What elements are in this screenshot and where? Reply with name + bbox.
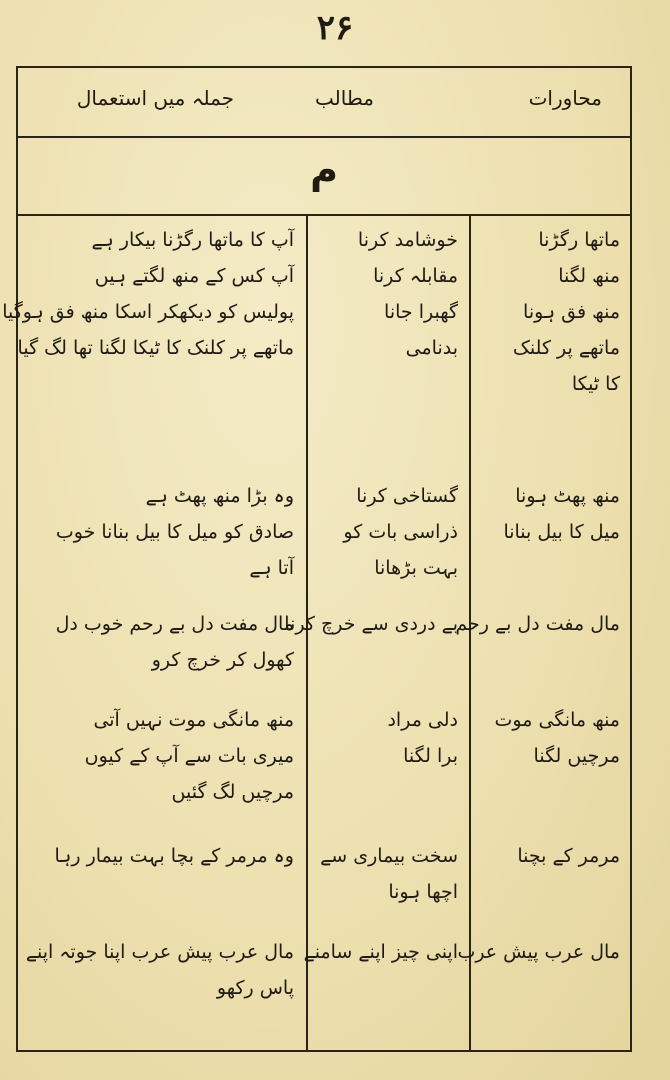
meaning-text: خوشامد کرنا <box>357 229 458 251</box>
idiom-text: میل کا بیل بنانا <box>503 521 620 543</box>
usage-text: کھول کر خرچ کرو <box>151 649 294 671</box>
table-frame <box>2 66 632 1052</box>
idiom-text: ماتھے پر کلنک <box>512 337 620 359</box>
meaning-text: دلی مراد <box>387 709 458 731</box>
idiom-text: منھ لگنا <box>558 265 620 287</box>
usage-text: پاس رکھو <box>216 977 294 999</box>
idiom-text: منھ مانگی موت <box>494 709 620 731</box>
usage-text: آپ کا ماتھا رگڑنا بیکار ہے <box>91 229 294 251</box>
idiom-text: مرچیں لگنا <box>533 745 620 767</box>
header-meanings: مطالب <box>315 86 374 110</box>
usage-text: آتا ہے <box>249 557 294 579</box>
idiom-text: ماتھا رگڑنا <box>538 229 620 251</box>
meaning-text: بہت بڑھانا <box>374 557 458 579</box>
usage-text: پولیس کو دیکھکر اسکا منھ فق ہوگیا <box>2 301 294 323</box>
usage-text: منھ مانگی موت نہیں آتی <box>93 709 294 731</box>
meaning-text: سخت بیماری سے <box>320 845 458 867</box>
section-row <box>18 136 630 216</box>
meaning-text: مقابلہ کرنا <box>373 265 458 287</box>
usage-text: وہ مرمر کے بچا بہت بیمار رہا <box>54 845 294 867</box>
idiom-text: مرمر کے بچنا <box>517 845 620 867</box>
usage-text: آپ کس کے منھ لگتے ہیں <box>94 265 294 287</box>
meaning-text: اپنی چیز اپنے سامنے <box>303 941 458 963</box>
section-letter: م <box>310 148 338 192</box>
table-header <box>18 68 630 138</box>
idiom-text: کا ٹیکا <box>571 373 620 395</box>
meaning-text: اچھا ہونا <box>388 881 458 903</box>
meaning-text: بے دردی سے خرچ کرنا <box>284 613 458 635</box>
usage-text: مال عرب پیش عرب اپنا جوتہ اپنے <box>25 941 294 963</box>
meaning-text: ذراسی بات کو <box>343 521 458 543</box>
meaning-text: بدنامی <box>405 337 458 359</box>
header-idioms: محاورات <box>528 86 602 110</box>
usage-text: مال مفت دل بے رحم خوب دل <box>55 613 294 635</box>
meaning-text: برا لگنا <box>403 745 458 767</box>
meaning-text: گھبرا جانا <box>384 301 458 323</box>
idiom-text: منھ پھٹ ہونا <box>515 485 620 507</box>
idiom-text: مال عرب پیش عرب <box>457 941 620 963</box>
usage-text: مرچیں لگ گئیں <box>171 781 294 803</box>
idiom-text: منھ فق ہونا <box>523 301 620 323</box>
usage-text: میری بات سے آپ کے کیوں <box>84 745 294 767</box>
usage-text: ماتھے پر کلنک کا ٹیکا لگنا تھا لگ گیا <box>17 337 294 359</box>
usage-text: صادق کو میل کا بیل بنانا خوب <box>55 521 294 543</box>
table-body <box>2 214 630 1050</box>
meaning-text: گستاخی کرنا <box>356 485 458 507</box>
usage-text: وہ بڑا منھ پھٹ ہے <box>145 485 294 507</box>
header-usage: جملہ میں استعمال <box>76 86 234 110</box>
page-number: ۲۶ <box>316 8 354 48</box>
idiom-text: مال مفت دل بے رحم <box>455 613 620 635</box>
